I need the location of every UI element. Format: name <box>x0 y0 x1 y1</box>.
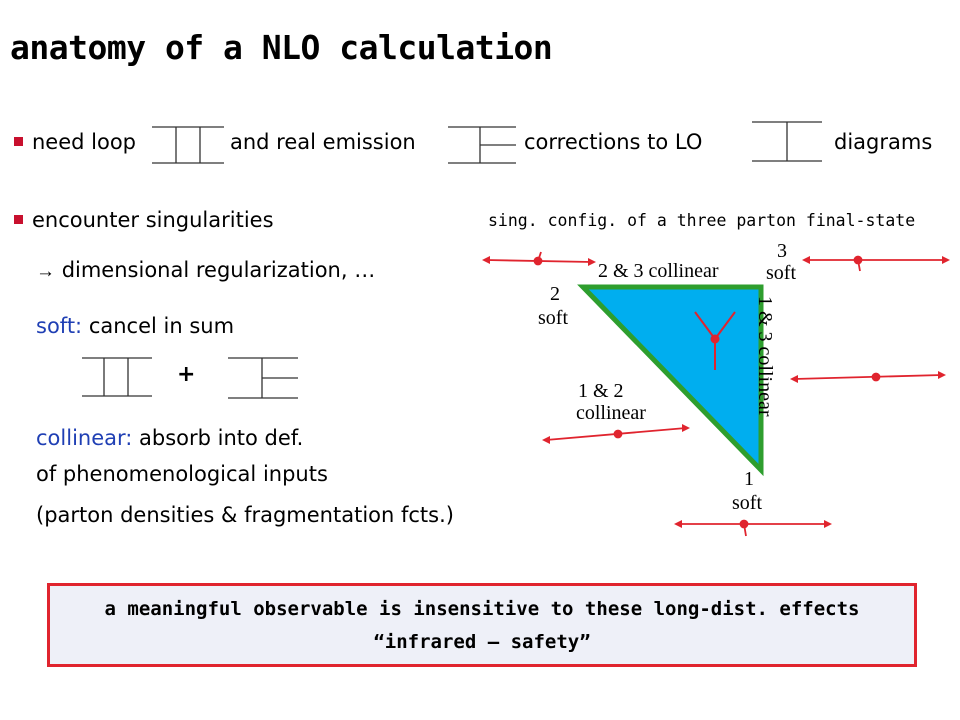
figure-caption: sing. config. of a three parton final-state <box>488 211 916 230</box>
need-loop-text: need loop <box>32 130 137 154</box>
label-13-collinear: 1 & 3 collinear <box>754 296 776 417</box>
dim-reg-line <box>36 258 375 283</box>
config-arrow-13-collinear <box>794 374 942 381</box>
bullet-1-part1 <box>14 130 136 154</box>
three-parton-figure <box>470 240 960 560</box>
collinear-text: absorb into def. <box>139 426 304 450</box>
bullet-marker <box>14 137 23 146</box>
config-arrow-1-soft <box>678 521 828 537</box>
loop-diagram-icon <box>150 124 226 166</box>
phenomenological-line: of phenomenological inputs <box>36 462 328 486</box>
conclusion-line-2: “infrared – safety” <box>373 631 591 653</box>
config-arrow-12-collinear <box>546 428 686 440</box>
bullet-2 <box>14 208 274 232</box>
bullet-1-part3: corrections to LO <box>524 130 703 154</box>
label-12-line1: 1 & 2 <box>578 380 624 402</box>
label-1: 1 <box>744 468 754 490</box>
bullet-marker <box>14 215 23 224</box>
right-arrow-icon: → <box>36 261 55 282</box>
collinear-line <box>36 426 303 450</box>
conclusion-box <box>47 583 917 667</box>
soft-line <box>36 314 234 338</box>
real-emission-diagram-sum-icon <box>226 355 300 401</box>
encounter-singularities-text: encounter singularities <box>32 208 274 232</box>
label-12-line2: collinear <box>576 402 646 424</box>
dim-reg-text: dimensional regularization, … <box>61 258 376 282</box>
config-arrow-3-soft <box>806 257 946 272</box>
label-2: 2 <box>550 283 560 305</box>
parton-densities-line: (parton densities & fragmentation fcts.) <box>36 503 454 527</box>
soft-text: cancel in sum <box>88 314 235 338</box>
soft-label: soft: <box>36 314 83 338</box>
conclusion-line-1: a meaningful observable is insensitive to these long-dist. effects <box>104 598 860 620</box>
label-3-soft: soft <box>766 262 796 284</box>
bullet-1-part4: diagrams <box>834 130 933 154</box>
label-1-soft: soft <box>732 492 762 514</box>
label-23-collinear: 2 & 3 collinear <box>598 260 719 282</box>
collinear-label: collinear: <box>36 426 133 450</box>
plus-sign: + <box>177 362 196 387</box>
lo-diagram-icon <box>750 118 824 166</box>
slide-title: anatomy of a NLO calculation <box>10 28 553 67</box>
label-2-soft: soft <box>538 307 568 329</box>
bullet-1-part2: and real emission <box>230 130 416 154</box>
label-3: 3 <box>777 240 787 262</box>
real-emission-diagram-icon <box>446 124 518 166</box>
config-arrow-2-soft <box>486 252 592 265</box>
loop-diagram-sum-icon <box>80 355 154 399</box>
